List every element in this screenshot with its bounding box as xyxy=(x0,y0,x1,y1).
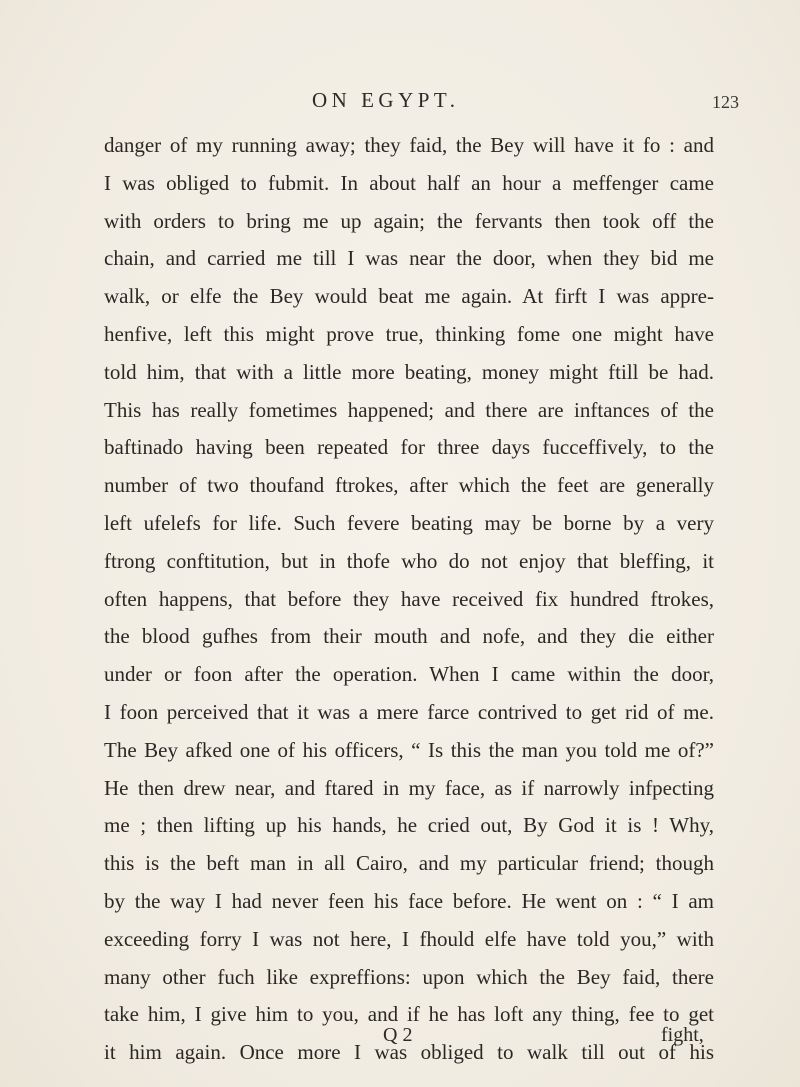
text-line: left ufelefs for life. Such fevere beating may be borne by a very xyxy=(104,510,714,535)
running-title: ON EGYPT. xyxy=(312,88,460,112)
text-line: ftrong conftitution, but in thofe who do not enjoy that bleffing, it xyxy=(104,548,714,573)
page-number: 123 xyxy=(712,92,739,112)
body-text xyxy=(104,127,714,1072)
text-line: take him, I give him to you, and if he has loft any thing, fee to get xyxy=(104,1002,714,1027)
text-line: I foon perceived that it was a mere farce contrived to get rid of me. xyxy=(104,699,714,724)
page-foot xyxy=(0,1024,800,1054)
text-line: baftinado having been repeated for three days fucceffively, to the xyxy=(104,435,714,460)
text-line: number of two thoufand ftrokes, after which the feet are generally xyxy=(104,473,714,498)
text-line: with orders to bring me up again; the fervants then took off the xyxy=(104,208,714,233)
text-line: this is the beft man in all Cairo, and my particular friend; though xyxy=(104,851,714,876)
text-line: many other fuch like expreffions: upon which the Bey faid, there xyxy=(104,964,714,989)
text-line: it him again. Once more I was obliged to walk till out of his xyxy=(104,1040,714,1065)
text-line: chain, and carried me till I was near the door, when they bid me xyxy=(104,246,714,271)
text-line: I was obliged to fubmit. In about half an hour a meffenger came xyxy=(104,170,714,195)
text-line: This has really fometimes happened; and there are inftances of the xyxy=(104,397,714,422)
text-line: He then drew near, and ftared in my face, as if narrowly infpecting xyxy=(104,775,714,800)
text-line: told him, that with a little more beating, money might ftill be had. xyxy=(104,359,714,384)
catchword: fight, xyxy=(661,1024,704,1046)
text-line: the blood gufhes from their mouth and nofe, and they die either xyxy=(104,624,714,649)
text-line: danger of my running away; they faid, the Bey will have it fo : and xyxy=(104,133,714,157)
text-line: The Bey afked one of his officers, “ Is this the man you told me of?” xyxy=(104,737,714,762)
text-line: by the way I had never feen his face before. He went on : “ I am xyxy=(104,888,714,913)
text-line: exceeding forry I was not here, I fhould elfe have told you,” with xyxy=(104,926,714,951)
text-line: under or foon after the operation. When I came within the door, xyxy=(104,662,714,687)
running-head xyxy=(0,88,800,118)
text-line: me ; then lifting up his hands, he cried out, By God it is ! Why, xyxy=(104,813,714,838)
signature-mark: Q 2 xyxy=(383,1024,413,1046)
text-line: walk, or elfe the Bey would beat me again. At firft I was appre- xyxy=(104,284,714,309)
text-line: henfive, left this might prove true, thinking fome one might have xyxy=(104,321,714,346)
text-line: often happens, that before they have received fix hundred ftrokes, xyxy=(104,586,714,611)
